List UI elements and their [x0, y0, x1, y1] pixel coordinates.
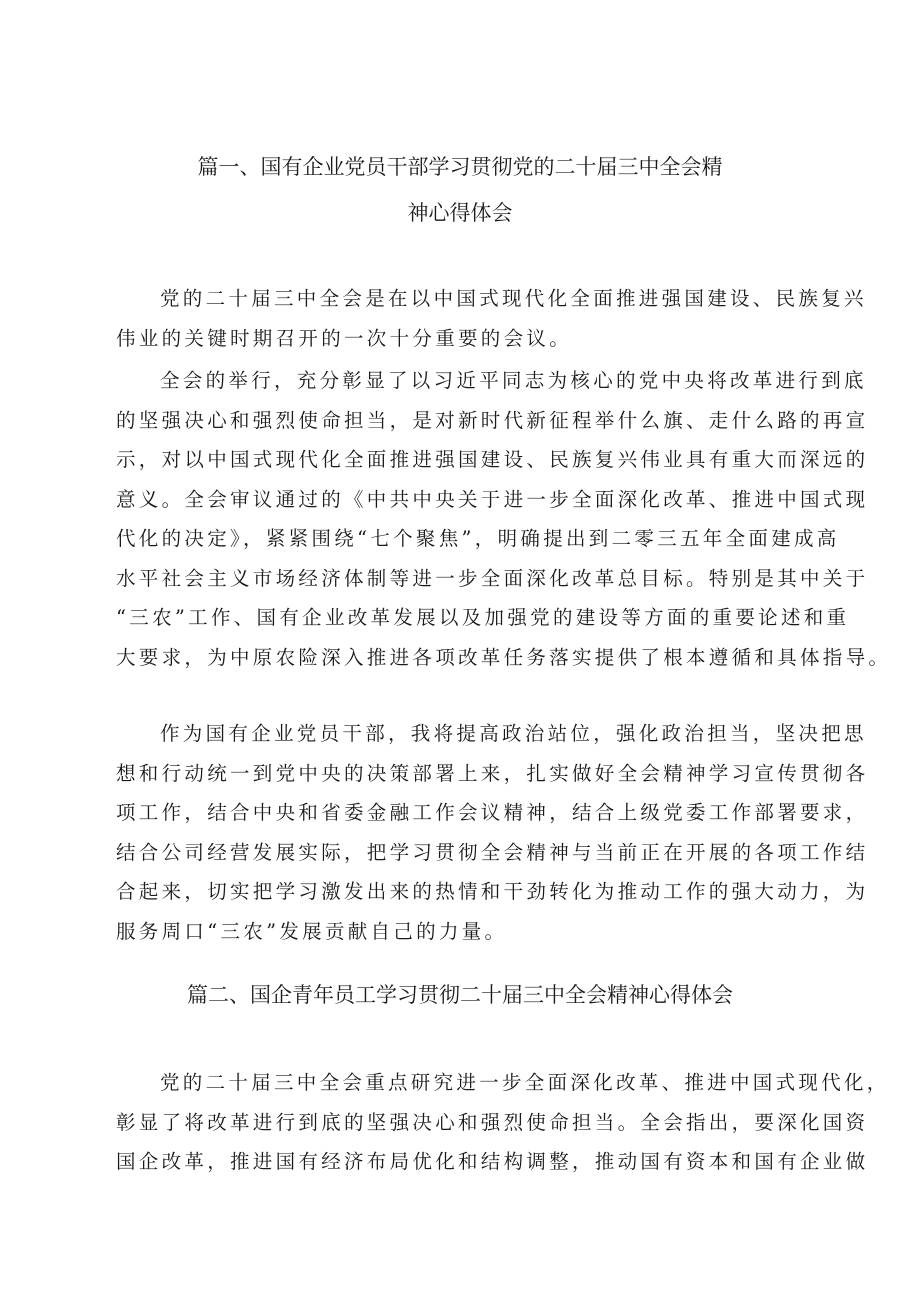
text-line: 彰显了将改革进行到底的坚强决心和强烈使命担当。全会指出，要深化国资: [116, 1110, 869, 1134]
text-line: 党的二十届三中全会是在以中国式现代化全面推进强国建设、民族复兴: [160, 287, 867, 310]
text-line: 作为国有企业党员干部，我将提高政治站位，强化政治担当，坚决把思: [160, 722, 867, 745]
text-line: 想和行动统一到党中央的决策部署上来，扎实做好全会精神学习宣传贯彻各: [116, 761, 869, 785]
section1-paragraph-1: [116, 279, 867, 358]
text-line: “三农”工作、国有企业改革发展以及加强党的建设等方面的重要论述和重: [116, 606, 850, 629]
text-line: 项工作，结合中央和省委金融工作会议精神，结合上级党委工作部署要求，: [116, 801, 869, 824]
text-line: 服务周口“三农”发展贡献自己的力量。: [116, 919, 508, 943]
text-line: 水平社会主义市场经济体制等进一步全面深化改革总目标。特别是其中关于: [116, 566, 869, 590]
section1-title: [140, 150, 780, 230]
text-line: 伟业的关键时期召开的一次十分重要的会议。: [116, 326, 573, 350]
text-line: 全会的举行，充分彰显了以习近平同志为核心的党中央将改革进行到底: [160, 369, 867, 392]
section1-paragraph-2: [116, 361, 892, 677]
text-line: 示，对以中国式现代化全面推进强国建设、民族复兴伟业具有重大而深远的: [116, 448, 869, 471]
section2-paragraph-1: [116, 1063, 890, 1182]
text-line: 合起来，切实把学习激发出来的热情和干劲转化为推动工作的强大动力，为: [116, 880, 869, 903]
section1-title-line: 神心得体会: [407, 201, 513, 225]
section2-title-line: 篇二、国企青年员工学习贯彻二十届三中全会精神心得体会: [187, 983, 733, 1007]
text-line: 代化的决定》，紧紧围绕“七个聚焦”，明确提出到二零三五年全面建成高: [116, 527, 840, 550]
text-line: 结合公司经营发展实际，把学习贯彻全会精神与当前正在开展的各项工作结: [116, 840, 869, 864]
section1-paragraph-3: [116, 714, 869, 951]
text-line: 党的二十届三中全会重点研究进一步全面深化改革、推进中国式现代化，: [160, 1071, 890, 1094]
text-line: 的坚强决心和强烈使命担当，是对新时代新征程举什么旗、走什么路的再宣: [116, 408, 869, 432]
text-line: 意义。全会审议通过的《中共中央关于进一步全面深化改革、推进中国式现: [116, 487, 869, 511]
section2-title: [140, 978, 780, 1012]
text-line: 大要求，为中原农险深入推进各项改革任务落实提供了根本遵循和具体指导。: [116, 645, 892, 669]
text-line: 国企改革，推进国有经济布局优化和结构调整，推动国有资本和国有企业做: [116, 1150, 869, 1173]
section1-title-line: 篇一、国有企业党员干部学习贯彻党的二十届三中全会精: [197, 155, 723, 179]
